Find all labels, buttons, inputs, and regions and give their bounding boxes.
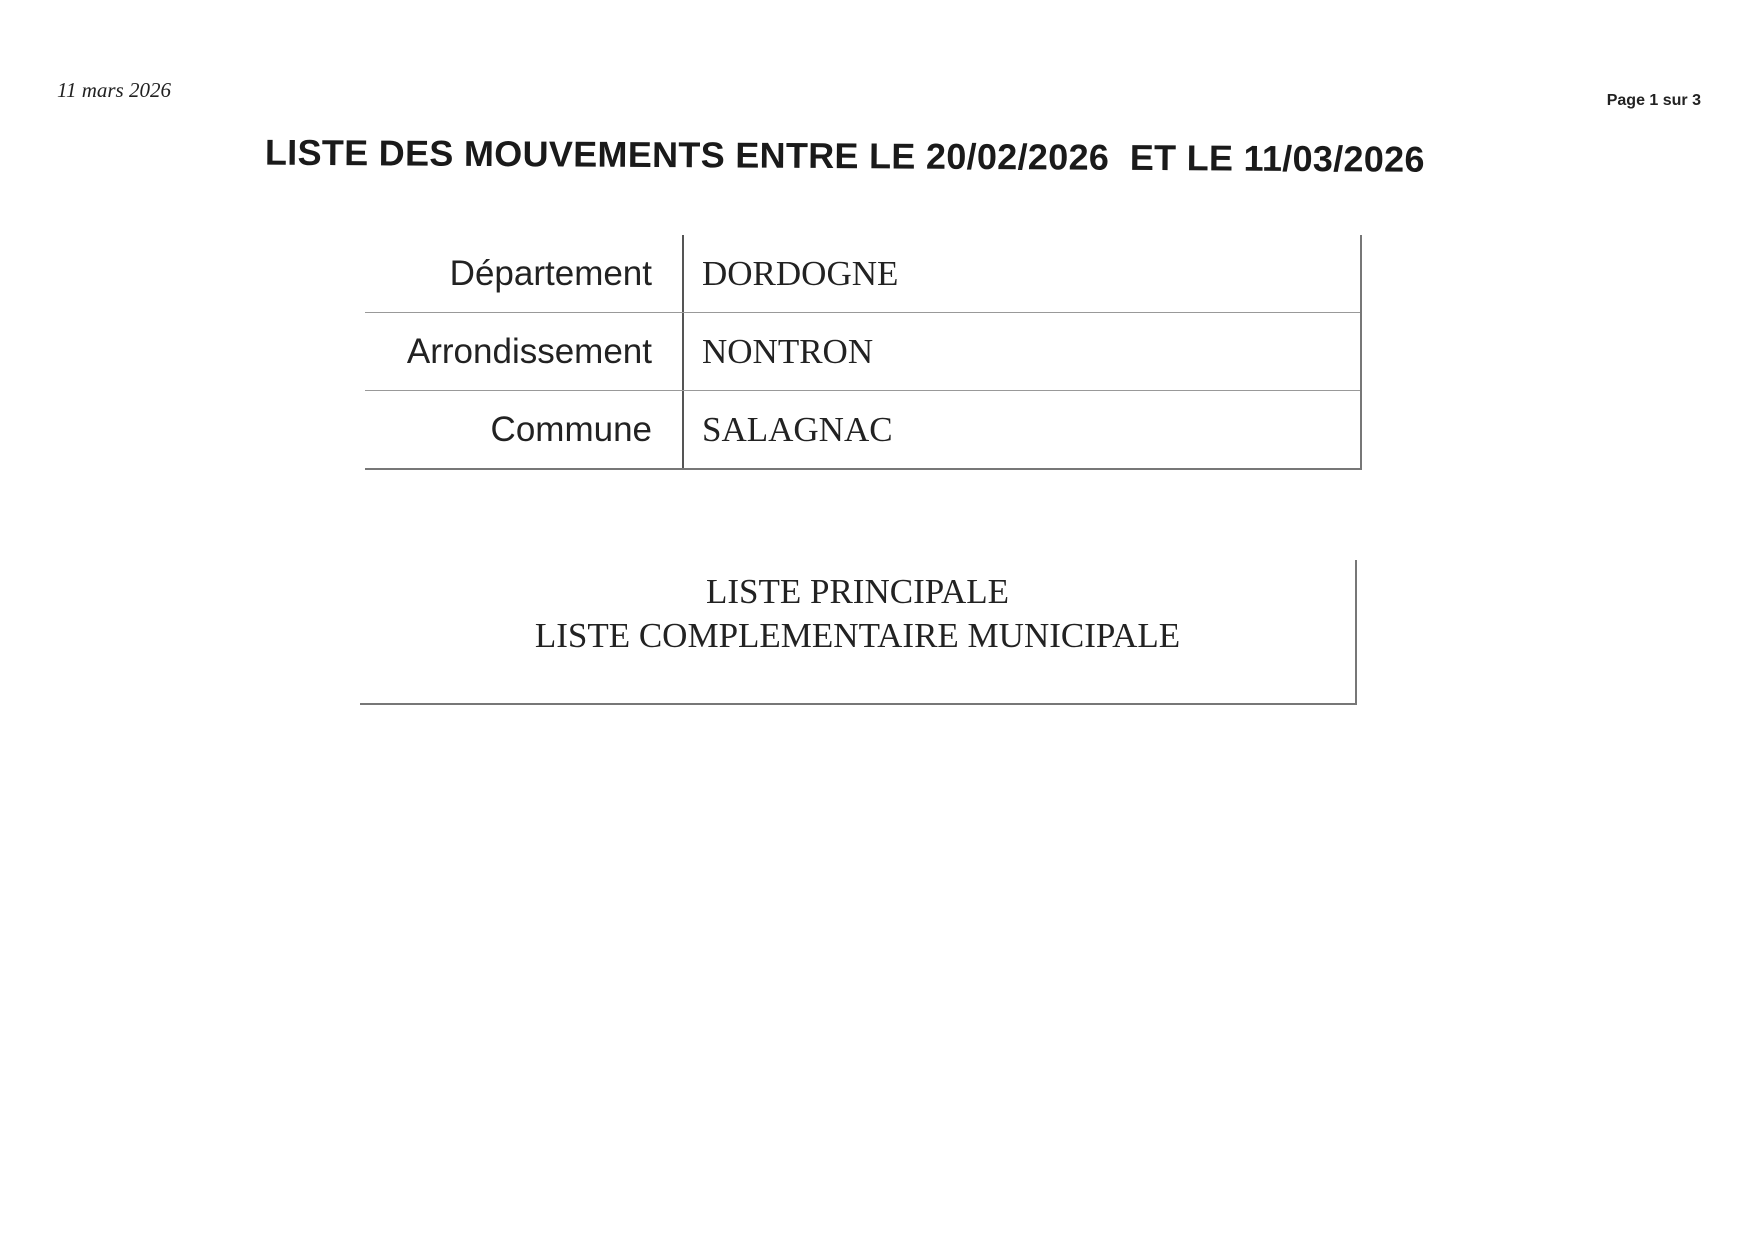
- location-table: [365, 235, 1362, 470]
- list-complementaire: LISTE COMPLEMENTAIRE MUNICIPALE: [534, 616, 1181, 655]
- commune-value: SALAGNAC: [702, 410, 893, 449]
- arrondissement-value: NONTRON: [702, 332, 874, 371]
- departement-row: [365, 235, 1360, 313]
- list-principale: LISTE PRINCIPALE: [705, 572, 1010, 611]
- departement-value: DORDOGNE: [702, 254, 899, 293]
- departement-label: Département: [365, 235, 684, 312]
- arrondissement-row: [365, 313, 1360, 391]
- commune-row: [365, 391, 1360, 468]
- commune-label: Commune: [365, 391, 684, 468]
- list-type-box: [360, 560, 1357, 705]
- page-number: Page 1 sur 3: [1606, 92, 1701, 109]
- document-date: 11 mars 2026: [57, 78, 171, 102]
- arrondissement-label: Arrondissement: [365, 313, 684, 390]
- document-title: LISTE DES MOUVEMENTS ENTRE LE 20/02/2026 ET LE 11/03/2026: [264, 131, 1425, 180]
